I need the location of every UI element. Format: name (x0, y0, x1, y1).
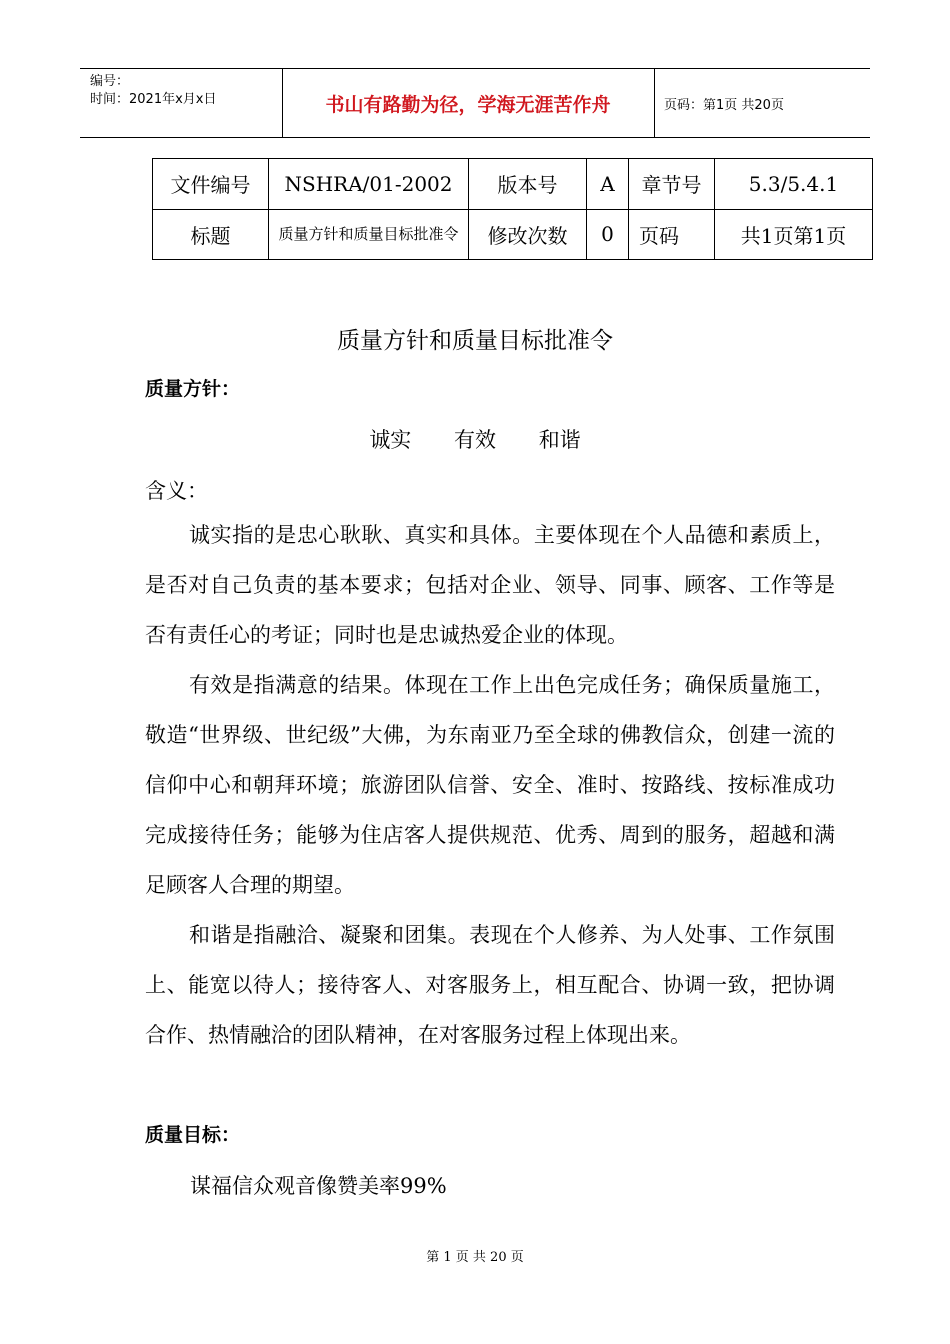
revision-value: 0 (587, 209, 629, 260)
revision-label: 修改次数 (469, 209, 587, 260)
title-value: 质量方针和质量目标批准令 (269, 209, 469, 260)
number-label: 编号： (90, 74, 130, 89)
document-title: 质量方针和质量目标批准令 (337, 328, 613, 354)
table-row (153, 209, 873, 260)
header-page-info: 页码：第1页 共20页 (664, 97, 784, 113)
policy-word: 诚实 (369, 428, 412, 452)
policy-word: 有效 (454, 428, 496, 452)
paragraph-effective: 有效是指满意的结果。体现在工作上出色完成任务；确保质量施工，敬造“世界级、世纪级”大佛，为东南亚乃至全球的佛教信众，创建一流的信仰中心和朝拜环境；旅游团队信誉、安全、准时、按路线、按标准成功完成接待任务；能够为住店客人提供规范、优秀、周到的服务，超越和满足顾客人合理的期望。 (145, 673, 835, 897)
time-label: 时间：2021年x月x日 (90, 92, 217, 107)
goal-text: 谋福信众观音像赞美率99% (190, 1174, 447, 1198)
page-value: 共1页第1页 (715, 209, 873, 260)
page-footer: 第 1 页 共 20 页 (426, 1250, 524, 1265)
policy-words (0, 424, 950, 454)
section-label: 章节号 (629, 159, 715, 210)
policy-heading: 质量方针： (145, 378, 241, 400)
table-row (153, 159, 873, 210)
header-meta (90, 73, 216, 109)
file-no-value: NSHRA/01-2002 (269, 159, 469, 210)
file-no-label: 文件编号 (153, 159, 269, 210)
section-value: 5.3/5.4.1 (715, 159, 873, 210)
page-label: 页码 (629, 209, 715, 260)
policy-word: 和谐 (538, 428, 581, 452)
paragraph-honesty: 诚实指的是忠心耿耿、真实和具体。主要体现在个人品德和素质上，是否对自己负责的基本要求；包括对企业、领导、同事、顾客、工作等是否有责任心的考证；同时也是忠诚热爱企业的体现。 (145, 523, 835, 647)
goal-heading: 质量目标： (145, 1124, 241, 1146)
meaning-label: 含义： (145, 479, 208, 503)
paragraph-harmony: 和谐是指融洽、凝聚和团集。表现在个人修养、为人处事、工作氛围上、能宽以待人；接待客人、对客服务上，相互配合、协调一致，把协调合作、热情融洽的团队精神，在对客服务过程上体现出来。 (145, 923, 835, 1047)
version-label: 版本号 (469, 159, 587, 210)
version-value: A (587, 159, 629, 210)
header-motto: 书山有路勤为径，学海无涯苦作舟 (325, 93, 611, 116)
title-label: 标题 (153, 209, 269, 260)
header-divider (654, 69, 655, 137)
page-header (80, 68, 870, 138)
document-info-table (152, 158, 873, 260)
